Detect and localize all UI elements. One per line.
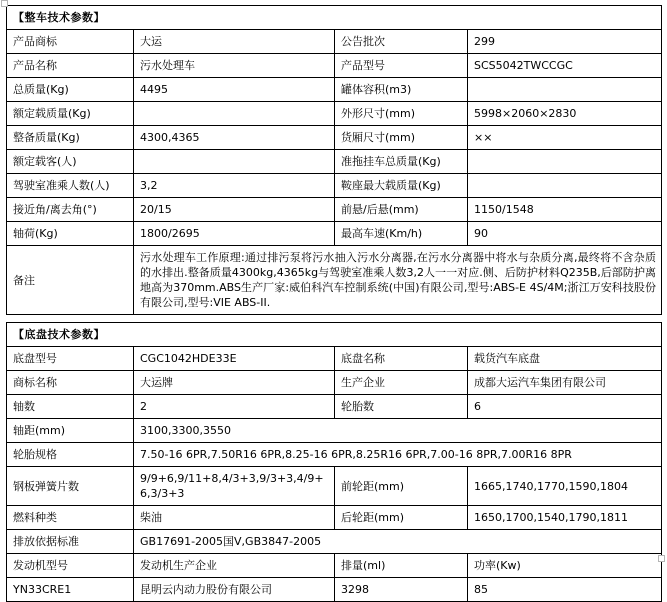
row-value-emission-standard: GB17691-2005国V,GB3847-2005 bbox=[134, 530, 662, 554]
row-value-tire-count: 6 bbox=[468, 395, 662, 419]
table-row bbox=[7, 395, 662, 419]
row-value-announcement-batch: 299 bbox=[468, 30, 662, 54]
col-header-power: 功率(Kw) bbox=[468, 554, 662, 578]
row-value-saddle-max-mass bbox=[468, 174, 662, 198]
col-header-displacement: 排量(ml) bbox=[335, 554, 468, 578]
row-label-front-track: 前轮距(mm) bbox=[335, 467, 468, 506]
table-row bbox=[7, 150, 662, 174]
table-row bbox=[7, 467, 662, 506]
section-header-row bbox=[7, 323, 662, 347]
table-row bbox=[7, 30, 662, 54]
col-header-engine-maker: 发动机生产企业 bbox=[134, 554, 335, 578]
row-label-tire-spec: 轮胎规格 bbox=[7, 443, 134, 467]
vehicle-spec-table bbox=[6, 5, 662, 315]
row-value-wheelbase: 3100,3300,3550 bbox=[134, 419, 662, 443]
table-row bbox=[7, 347, 662, 371]
row-value-leaf-spring-count: 9/9+6,9/11+8,4/3+3,9/3+3,4/9+6,3/3+3 bbox=[134, 467, 335, 506]
row-value-displacement: 3298 bbox=[335, 578, 468, 602]
row-value-remark: 污水处理车工作原理:通过排污泵将污水抽入污水分离器,在污水分离器中将水与杂质分离,最终将不含杂质的水排出.整备质量4300kg,4365kg与驾驶室准乘人数3,2人一一对应.侧、后防护材料Q235B,后部防护离地高为370mm.ABS生产厂家:威伯科汽车控制系统(中国)有限公司,型号:ABS-E 4S/4M;浙江万安科技股份有限公司,型号:VIE ABS-II. bbox=[134, 246, 662, 315]
row-label-leaf-spring-count: 钢板弹簧片数 bbox=[7, 467, 134, 506]
row-label-announcement-batch: 公告批次 bbox=[335, 30, 468, 54]
row-label-wheelbase: 轴距(mm) bbox=[7, 419, 134, 443]
row-value-trailer-gross-mass bbox=[468, 150, 662, 174]
row-value-front-rear-overhang: 1150/1548 bbox=[468, 198, 662, 222]
row-value-manufacturer: 成都大运汽车集团有限公司 bbox=[468, 371, 662, 395]
engine-value-row bbox=[7, 578, 662, 602]
row-label-product-brand: 产品商标 bbox=[7, 30, 134, 54]
row-label-curb-mass: 整备质量(Kg) bbox=[7, 126, 134, 150]
row-label-chassis-name: 底盘名称 bbox=[335, 347, 468, 371]
row-value-front-track: 1665,1740,1770,1590,1804 bbox=[468, 467, 662, 506]
table-row bbox=[7, 419, 662, 443]
row-label-cab-seating: 驾驶室准乘人数(人) bbox=[7, 174, 134, 198]
row-value-product-name: 污水处理车 bbox=[134, 54, 335, 78]
row-value-overall-dimensions: 5998×2060×2830 bbox=[468, 102, 662, 126]
corner-marker-top-left bbox=[1, 0, 8, 7]
row-label-overall-dimensions: 外形尺寸(mm) bbox=[335, 102, 468, 126]
row-value-rated-load-mass bbox=[134, 102, 335, 126]
row-label-cargo-box-dimensions: 货厢尺寸(mm) bbox=[335, 126, 468, 150]
row-value-axle-load: 1800/2695 bbox=[134, 222, 335, 246]
table-row bbox=[7, 443, 662, 467]
table-row bbox=[7, 78, 662, 102]
row-value-brand-name: 大运牌 bbox=[134, 371, 335, 395]
row-label-remark: 备注 bbox=[7, 246, 134, 315]
row-value-power: 85 bbox=[468, 578, 662, 602]
row-label-front-rear-overhang: 前悬/后悬(mm) bbox=[335, 198, 468, 222]
section-divider-space bbox=[6, 315, 661, 322]
table-row bbox=[7, 54, 662, 78]
table-row bbox=[7, 102, 662, 126]
row-value-engine-maker: 昆明云内动力股份有限公司 bbox=[134, 578, 335, 602]
row-value-cab-seating: 3,2 bbox=[134, 174, 335, 198]
row-value-gross-mass: 4495 bbox=[134, 78, 335, 102]
row-label-brand-name: 商标名称 bbox=[7, 371, 134, 395]
row-value-curb-mass: 4300,4365 bbox=[134, 126, 335, 150]
row-value-engine-model: YN33CRE1 bbox=[7, 578, 134, 602]
section-header-row bbox=[7, 6, 662, 30]
row-label-fuel-type: 燃料种类 bbox=[7, 506, 134, 530]
col-header-engine-model: 发动机型号 bbox=[7, 554, 134, 578]
row-value-tank-volume bbox=[468, 78, 662, 102]
row-label-emission-standard: 排放依据标准 bbox=[7, 530, 134, 554]
table-row bbox=[7, 126, 662, 150]
row-label-tire-count: 轮胎数 bbox=[335, 395, 468, 419]
row-value-max-speed: 90 bbox=[468, 222, 662, 246]
vehicle-section-title: 【整车技术参数】 bbox=[7, 6, 662, 30]
row-value-axle-count: 2 bbox=[134, 395, 335, 419]
engine-header-row bbox=[7, 554, 662, 578]
table-row bbox=[7, 506, 662, 530]
row-label-approach-departure-angle: 接近角/离去角(°) bbox=[7, 198, 134, 222]
row-label-rated-load-mass: 额定载质量(Kg) bbox=[7, 102, 134, 126]
table-row bbox=[7, 174, 662, 198]
row-label-rear-track: 后轮距(mm) bbox=[335, 506, 468, 530]
table-row bbox=[7, 530, 662, 554]
row-value-rated-passengers bbox=[134, 150, 335, 174]
row-value-product-brand: 大运 bbox=[134, 30, 335, 54]
row-value-product-model: SCS5042TWCCGC bbox=[468, 54, 662, 78]
row-value-rear-track: 1650,1700,1540,1790,1811 bbox=[468, 506, 662, 530]
corner-marker-bottom-right bbox=[658, 555, 665, 562]
remark-row bbox=[7, 246, 662, 315]
row-value-tire-spec: 7.50-16 6PR,7.50R16 6PR,8.25-16 6PR,8.25R16 6PR,7.00-16 8PR,7.00R16 8PR bbox=[134, 443, 662, 467]
row-label-gross-mass: 总质量(Kg) bbox=[7, 78, 134, 102]
row-value-chassis-name: 载货汽车底盘 bbox=[468, 347, 662, 371]
table-row bbox=[7, 371, 662, 395]
chassis-spec-table bbox=[6, 322, 662, 602]
table-row bbox=[7, 222, 662, 246]
row-label-product-name: 产品名称 bbox=[7, 54, 134, 78]
row-label-chassis-model: 底盘型号 bbox=[7, 347, 134, 371]
row-label-max-speed: 最高车速(Km/h) bbox=[335, 222, 468, 246]
table-row bbox=[7, 198, 662, 222]
row-label-saddle-max-mass: 鞍座最大载质量(Kg) bbox=[335, 174, 468, 198]
row-label-product-model: 产品型号 bbox=[335, 54, 468, 78]
row-value-approach-departure-angle: 20/15 bbox=[134, 198, 335, 222]
row-label-tank-volume: 罐体容积(m3) bbox=[335, 78, 468, 102]
row-label-rated-passengers: 额定载客(人) bbox=[7, 150, 134, 174]
chassis-section-title: 【底盘技术参数】 bbox=[7, 323, 662, 347]
row-label-axle-load: 轴荷(Kg) bbox=[7, 222, 134, 246]
row-label-manufacturer: 生产企业 bbox=[335, 371, 468, 395]
row-value-fuel-type: 柴油 bbox=[134, 506, 335, 530]
row-value-chassis-model: CGC1042HDE33E bbox=[134, 347, 335, 371]
row-value-cargo-box-dimensions: ×× bbox=[468, 126, 662, 150]
row-label-trailer-gross-mass: 准拖挂车总质量(Kg) bbox=[335, 150, 468, 174]
row-label-axle-count: 轴数 bbox=[7, 395, 134, 419]
